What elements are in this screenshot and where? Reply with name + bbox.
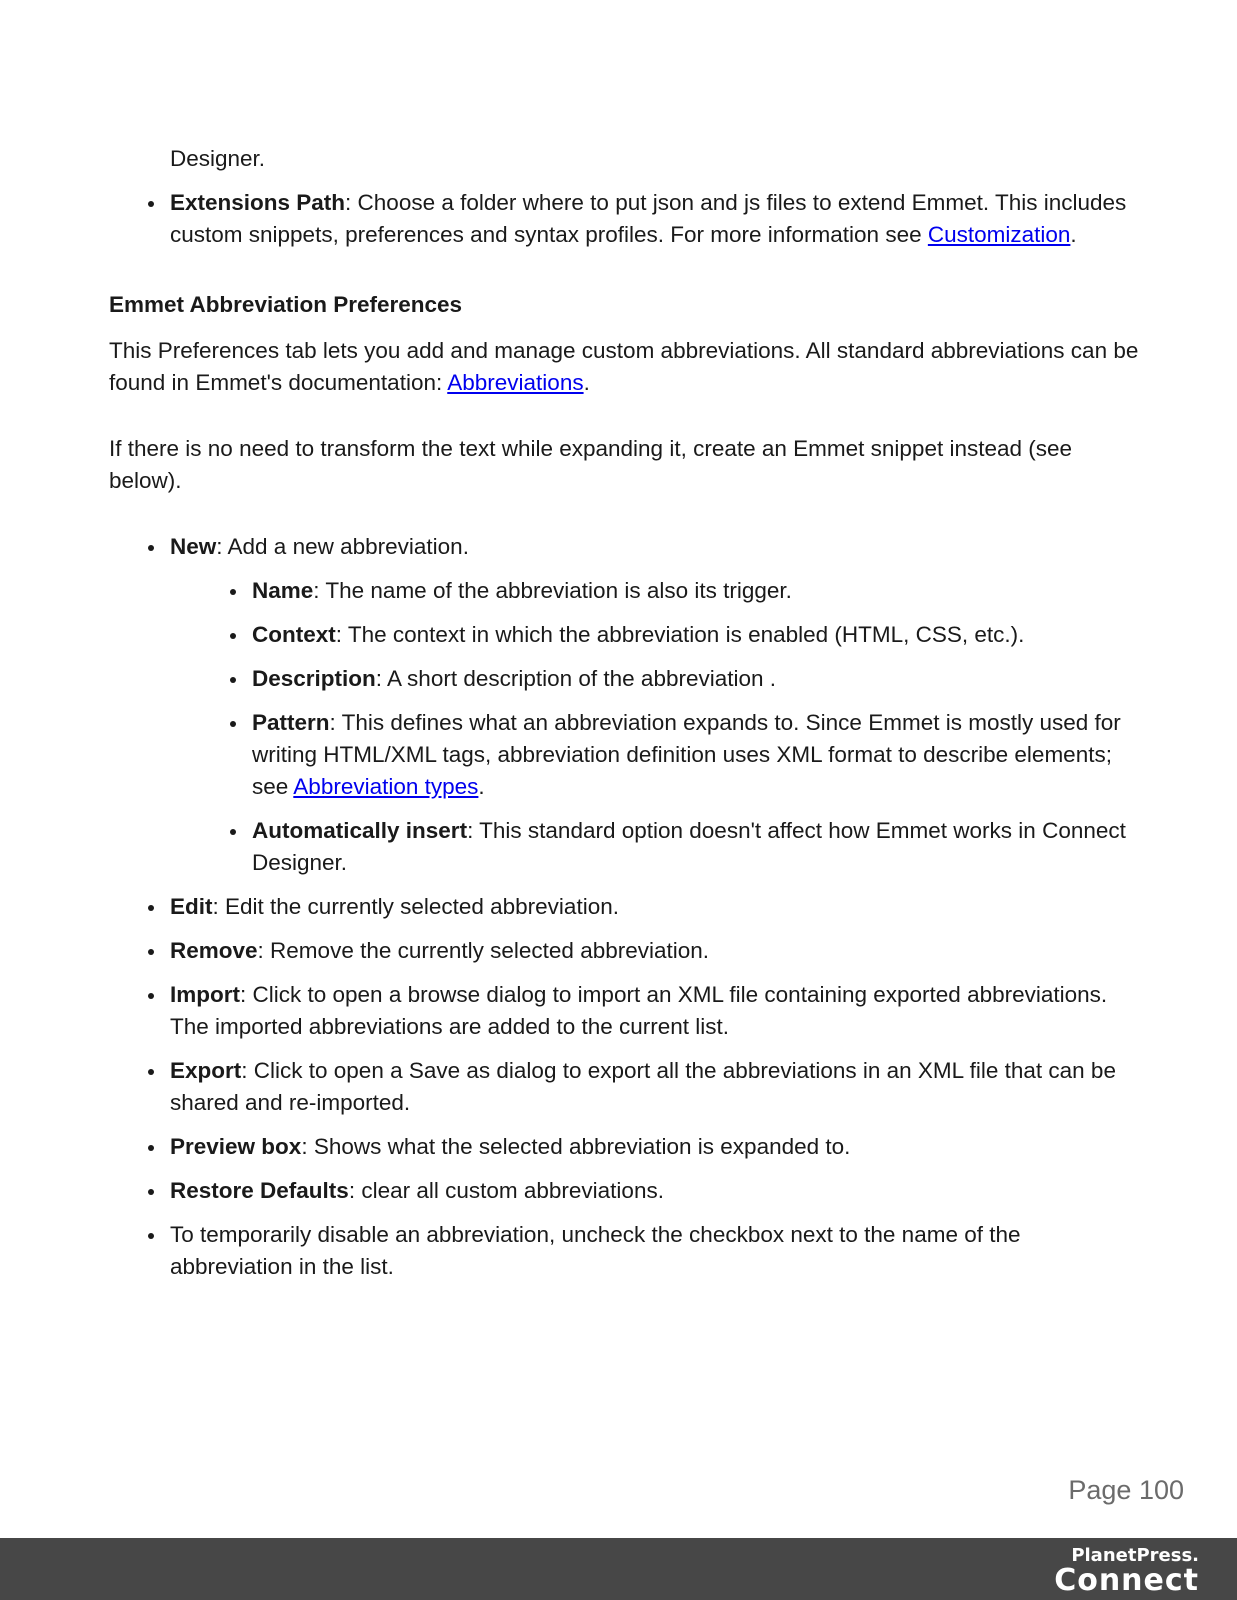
list-item-restore-defaults: Restore Defaults: clear all custom abbreviations. [148,1175,1139,1207]
new-sub-list [230,575,1139,879]
page-number: Page 100 [1068,1475,1184,1505]
continuation-text: Designer. [170,146,266,171]
abbreviations-link[interactable]: Abbreviations [447,370,584,395]
intro-paragraph: This Preferences tab lets you add and manage custom abbreviations. All standard abbreviations can be found in Emmet's documentation: Abbreviations. [109,338,1139,395]
list-item-preview-box: Preview box: Shows what the selected abbreviation is expanded to. [148,1131,1139,1163]
sub-item-automatically-insert: Automatically insert: This standard option doesn't affect how Emmet works in Connect Designer. [230,815,1139,879]
planetpress-connect-logo: PlanetPress. Connect [1054,1545,1199,1598]
snippet-note-paragraph: If there is no need to transform the text while expanding it, create an Emmet snippet instead (see below). [109,436,1073,493]
section-heading: Emmet Abbreviation Preferences [109,292,463,317]
extensions-list [148,187,1139,251]
sub-item-description: Description: A short description of the abbreviation . [230,663,1139,695]
list-item-import: Import: Click to open a browse dialog to import an XML file containing exported abbreviations. The imported abbreviations are added to the current list. [148,979,1139,1043]
list-item-new: New: Add a new abbreviation. Name: The name of the abbreviation is also its trigger. Context: The context in which the abbreviation is enabled (HTML, CSS, etc.). Description: A short description of the abbreviation . Pattern: This defines what an abbreviation expands to. Since Emmet is mostly used for writing HTML/XML tags, abbreviation definition uses XML format to describe elements; see Abbreviation types. Automatically insert: This standard option doesn't affect how Emmet works in Connect Designer. [148,531,1139,879]
list-item-extensions-path: Extensions Path: Choose a folder where to put json and js files to extend Emmet. This includes custom snippets, preferences and syntax profiles. For more information see Customization. [148,187,1139,251]
list-item-edit: Edit: Edit the currently selected abbreviation. [148,891,1139,923]
list-item-export: Export: Click to open a Save as dialog to export all the abbreviations in an XML file that can be shared and re-imported. [148,1055,1139,1119]
options-list [148,531,1139,1283]
sub-item-pattern: Pattern: This defines what an abbreviation expands to. Since Emmet is mostly used for writing HTML/XML tags, abbreviation definition uses XML format to describe elements; see Abbreviation types. [230,707,1139,803]
customization-link[interactable]: Customization [927,222,1071,247]
abbreviation-types-link[interactable]: Abbreviation types [293,774,479,799]
sub-item-context: Context: The context in which the abbreviation is enabled (HTML, CSS, etc.). [230,619,1139,651]
footer-bar [0,1538,1237,1600]
document-body [109,143,1139,1295]
list-item-disable-abbreviation: To temporarily disable an abbreviation, uncheck the checkbox next to the name of the abbreviation in the list. [148,1219,1139,1283]
term: Extensions Path [170,190,346,215]
list-item-remove: Remove: Remove the currently selected abbreviation. [148,935,1139,967]
sub-item-name: Name: The name of the abbreviation is also its trigger. [230,575,1139,607]
